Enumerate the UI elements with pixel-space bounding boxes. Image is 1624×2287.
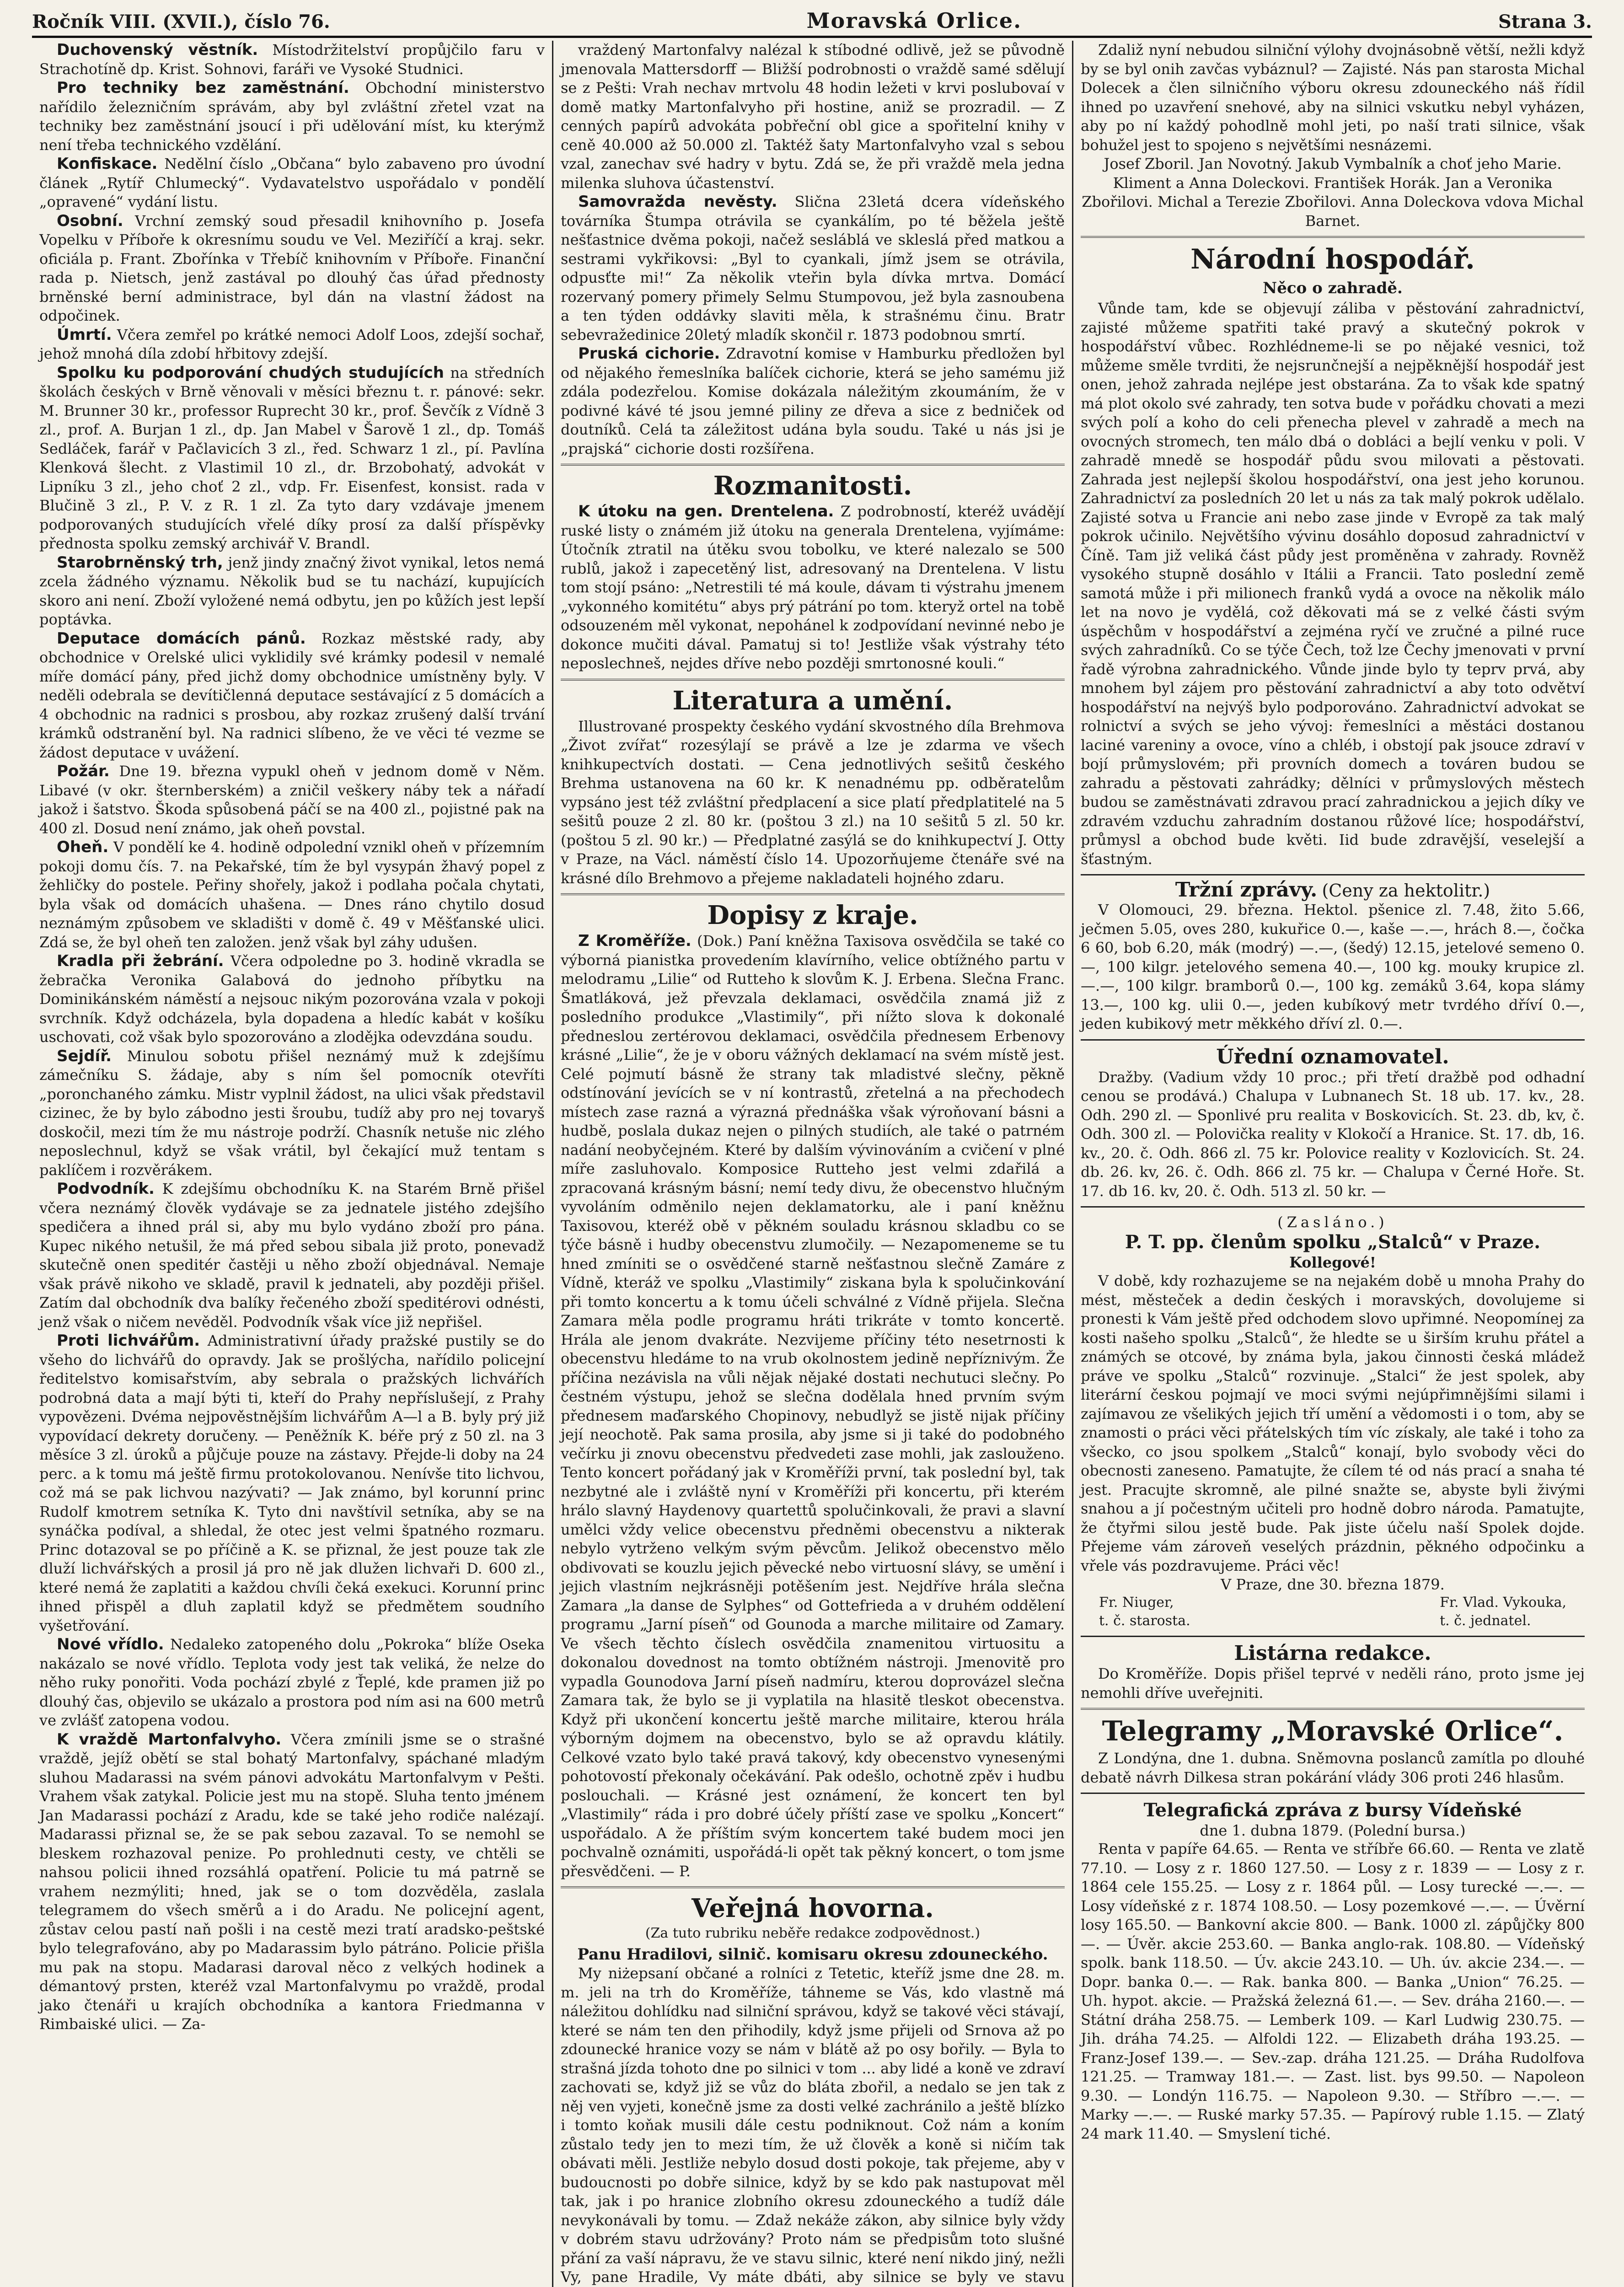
divider [1081, 1206, 1585, 1208]
article-headline: K útoku na gen. Drentelena. [578, 502, 834, 521]
letter-addressee: Panu Hradilovi, silnič. komisaru okresu zdouneckého. [577, 1945, 1048, 1964]
column-1 [32, 41, 552, 2287]
section-title-telegramy: Telegramy „Moravské Orlice“. [1102, 1715, 1564, 1747]
masthead [32, 0, 1592, 38]
news-item [39, 838, 545, 952]
letter-body: My niżepsaní občané a rolníci z Tetetic, kteříž jsme dne 28. m. m. jeli na trh do Kroměříže, táhneme se Vás, kdo vlastně má náležitou dohlídku nad silniční správou, když se takové věci stávají, které se nám ten den přihodily, když jsme přijeli od Srnova až po zdounecké hranice vozy se nám v blátě až po osy bořily. — Byla to strašná jízda tohoto dne po silnici v tom ... aby lidé a koně ve zdraví zachovati se, když již se vůz do bláta zbořil, a nedalo se jen tak z něj ven vyjeti, konečně jsme za dosti velké zachránilo a ještě blízko i tomto koňak musili dále cestu podniknout. Což nám a koním zůstalo tedy jen to mezi tím, že už člověk a koně si ničím tak obávati měli. Jestliže nebylo dosud dosti pokoje, tak přejeme, aby v budoucnosti po dobře silnice, když by se kdo pak nastupovat měl tak, jak i po hranice zlobního okresu zdouneckého a tudíž dále nevykonávali by tomu. — Zdaž nekáže zákon, aby silnice byly vždy v dobrém stavu udržovány? Proto nám se předpisům toto slušné přání za vaší nápravu, že ve stavu silnic, které není nikdo jiný, nežli Vy, pane Hradile, Vy máte dbáti, aby silnice se byly ve stavu [561, 1965, 1065, 2286]
news-body: K zdejšímu obchodníku K. na Starém Brně přišel včera neznámý člověk vydávaje se za jednatele jistého zdejšího spedičera a ihned prál si, aby mu bylo vydáno zboží pro pána. Kupec nikého netušil, že má před sebou sibala již proto, ponevadž skutečně onen speditér častěji u něho zboží objednával. Nemaje však právě nikoho ve skladě, pravil k jednateli, aby později přišel. Zatím dal obchodník dva balíky řečeného zboží speditérovi odnésti, jenž však o ničem nevěděl. Podvodník však více již nepřišel. [39, 1180, 545, 1331]
section-title-narodni: Národní hospodář. [1190, 243, 1475, 275]
news-headline: Spolku ku podporování chudých studujících [57, 363, 444, 382]
news-item [39, 553, 545, 629]
article-zahrada: Vůnde tam, kde se objevují záliba v pěstování zahradnictví, zajisté můžeme spatřiti také pravý a skutečný pokrok v hospodářství vůbec. Rozhlédneme-li se po nějaké vesnici, tož můžeme směle tvrditi, že nejsrunčnejší a nejpěknější hospodář jest onen, jehož zahrada nejlépe jest obstarána. Za to však kde spatný má plot okolo své zahrady, ten sotva bude v pořádku chovati a mezi svých polí a koho do celi přenecha plevel v zahradě a mech na ovocných stromech, ten málo dbá o dobláci a bejlí venku v poli. V zahradě mnedě se hospodář půdu svou milovati a pěstovati. Zahrada jest nejlepší školou hospodářství, ona jest jeho korunou. Zahradnictví za posledních 20 let u nás za tak malý pokrok udělalo. Zajisté sotva u Francie ani nebo zase jinde v Evropě za tak malý pokrok učinilo. Největšího vývinu dosáhlo doposud zahradnictví v Číně. Tam již veliká část půdy jest proměněna v zahrady. Rovněž vysokého stupně dosáhlo v Itálii a Francii. Tato poslední země samotá může i při milionech franků vydá a ovoce na několik málo let na novo je vydělá, což děkovati má se z velké části svým úspěchům v hospodářství a zejména ryčí ve zručné a pilné ruce svých zahradníků. Co se týče Čech, tož lze Čechy jmenovati v první řadě výrobna zahradnického. Vůnde jinde bylo ty teprv prvá, aby mnohem byl zájem pro pěstování zahradnictví a aby toto odvětví hospodářství na nejvýš bylo podporováno. Zahradnictví advokat se rolnictví a svých se jeho vývoj: řemeslníci a městáci dostanou laciné vareniny a ovoce, víno a chléb, i obstojí pak jsouce zdraví v bojí průmyslovém; při provních domech a továren budou se zahradu a pěstovati zahrádky; dělníci v průmyslových městech budou se zaměstnávati zdravou prací zahradnickou a jejich díky ve zdravém vzduchu zahradním dostanou růžové líce; hospodářství, průmysl a obchod bude květi. Iid bude zdravější, veselejší a šťastným. [1081, 300, 1585, 868]
news-headline: Konfiskace. [57, 155, 158, 173]
news-item [39, 212, 545, 326]
signer-role: t. č. starosta. [1099, 1613, 1190, 1629]
article-drentelen [561, 502, 1065, 673]
signer-right [1440, 1594, 1566, 1630]
news-body: Slična 23letá dcera vídeňského továrníka Štumpa otrávila se cyankálím, po té běžela ještě nešťastnice dvěma pokoji, načež sesláblá ve skleslá před matkou a sestrami vykřikovsi: „Byl to cyankali, jímž jsem se otrávila, odpusťte mi!“ Za několik vteřin byla dívka mrtva. Domácí rozervaný pomery přimely Selmu Stumpovou, jež byla zasnoubena a ten týden oddávky slaviti měla, k strašnému činu. Bratr sebevražedinice 20letý mladík skončil r. 1873 podobnou smrtí. [561, 193, 1065, 344]
letter-signatories: Josef Zboril. Jan Novotný. Jakub Vymbalník a choť jeho Marie. Kliment a Anna Doleckovi. František Horák. Jan a Veronika Zbořilovi. Michal a Terezie Zbořilovi. Anna Doleckova vdova Michal Barnet. [1082, 155, 1584, 230]
market-report: V Olomouci, 29. března. Hektol. pšenice zl. 7.48, žito 5.66, ječmen 5.05, oves 280, kukuřice 0.—, kaše —.—, hrách 8.—, čočka 6 60, bob 6.20, mák (modrý) —.—, (šedý) 12.15, jetelové semeno 0.—, 100 kilgr. jetelového semena 40.—, 100 kg. mouky krupice zl. —.—, 100 kilgr. bramborů 0.—, 100 kg. zemáků 3.64, kopa slámy 13.—, 100 kg. ulii 0.—, jeden kubíkový metr tvrdého dříví 0.—, jeden kubikový metr měkkého dříví zl. 0.—. [1081, 901, 1585, 1032]
news-body: Nedaleko zatopeného dolu „Pokroka“ blíže Oseka nakázalo se nové vřídlo. Teplota vody jest tak veliká, že nelze do něho ruky ponořiti. Voda pochází zbylé z Ťeplé, kde pramen již po dlouhý čas, objevilo se ukázalo a prostora pod ním asi na 600 metrů ve zvlášť zatopena vodou. [39, 1636, 545, 1729]
article-continuation: vraždený Martonfalvy nalézal k stíbodné odlivě, jež se původně jmenovala Mattersdorff — Bližší podrobnosti o vraždě samé sdělují se z Pešti: Vrah nechav mrtvolu 48 hodin ležeti v krvi poslubovaí v domě matky Martonfalvyho při hostine, aniž se prozradil. — Z cenných papírů advokáta pobřeční obl gice a spořitelní knihy v ceně 40.000 až 50.000 zl. Taktéž šaty Martonfalvyho vzal s sebou vzal, zanechav své hadry v bytu. Zdá se, že při vraždě mela jedna milenka sluhova účastenství. [561, 41, 1065, 192]
news-body: Nedělní číslo „Občana“ bylo zabaveno pro úvodní článek „Rytíř Chlumecký“. Vydavatelstvo uspořádalo v pondělí „opravené“ vydání listu. [39, 155, 545, 210]
divider [561, 679, 1065, 681]
section-title-hovorna: Veřejná hovorna. [691, 1893, 934, 1923]
news-headline: Požár. [57, 762, 110, 780]
column-2 [552, 41, 1072, 2287]
news-headline: Proti lichvářům. [57, 1331, 200, 1350]
news-headline: Kradla při žebrání. [57, 952, 224, 970]
news-item [39, 629, 545, 762]
signer-left [1099, 1594, 1190, 1630]
divider [561, 893, 1065, 895]
article-literatura: Illustrované prospekty českého vydání skvostného díla Brehmova „Život zvířat“ rozesýlají se právě a lze je zdarma ve všech knihkupectvích dostati. — Cena jednotlivých sešitů českého Brehma ustanovena na 60 kr. K nenadnému pp. odběratelům vypsáno jest též zvláštní předplacení a sice platí předplatitelé na 5 sešitů pouze 2 zl. 80 kr. (poštou 3 zl.) na 10 sešitů 5 zl. 50 kr. (poštou 5 zl. 90 kr.) — Předplatné zasýlá se do knihkupectví J. Otty v Praze, na Václ. náměstí číslo 14. Upozorňujeme čtenáře své na krásné dílo Brehmovo a přejeme nakladateli hojného zdaru. [561, 717, 1065, 887]
news-headline: Pruská cichorie. [578, 344, 720, 363]
zaslano-label: (Zasláno.) [1277, 1213, 1388, 1231]
market-heading [1081, 878, 1585, 902]
columns [32, 41, 1592, 2287]
section-title-rozmanitosti: Rozmanitosti. [713, 471, 912, 501]
news-body: Dne 19. března vypukl oheň v jednom domě v Něm. Libavé (v okr. šternberském) a zničil veškery náby tek a nářadí jakož i šatstvo. Škoda spůsobená páčí se na 400 zl., pojistné pak na 400 zl. Dosud není známo, jak oheň povstal. [39, 762, 545, 837]
news-item [39, 1635, 545, 1730]
news-item [39, 364, 545, 553]
news-headline: Úmrtí. [57, 325, 112, 344]
section-title-literatura: Literatura a umění. [672, 685, 953, 716]
auction-notices: Dražby. (Vadium vždy 10 proc.; při třetí dražbě pod odhadní cenou se prodává.) Chalupa v Lubnanech St. 18 ub. 17. kv., 28. Odh. 290 zl. — Sponlivé pru realita v Boskovicích. St. 23. db, kv, č. Odh. 300 zl. — Polovička reality v Klokočí a Hranice. St. 17. db, 16. kv., 20. č. Odh. 866 zl. 75 kr. Polovice reality v Kozlovicích. St. 24. db. 26. kv, 26. č. Odh. 866 zl. 75 kr. — Chalupa v Černé Hoře. St. 17. db 16. kv, 20. č. Odh. 513 zl. 50 kr. — [1081, 1068, 1585, 1200]
news-item [39, 79, 545, 155]
section-title-trzni: Tržní zprávy. [1175, 878, 1318, 902]
zaslano-place-date: V Praze, dne 30. března 1879. [1221, 1576, 1445, 1593]
news-item [39, 1047, 545, 1180]
news-item [39, 41, 545, 79]
news-headline: Nové vřídlo. [57, 1635, 164, 1654]
article-body: (Dok.) Paní kněžna Taxisova osvědčila se také co výborná pianistka provedením klavírního, velice obtížného partu v melodramu „Lilie“ od Rutteho k slovům K. J. Erbena. Slečna Franc. Šmatláková, jež převzala deklamaci, osvědčila znamá již z posledního produkce „Vlastimily“, při nížto slova k dokonalé předneslou zertérovou deklamaci, osvědčila přednesem Erbenovy krásné „Lilie“, že je v oboru vážných deklamací na svém místě jest. Celé pojmutí básně že strany tak mladistvé slečny, pěkně odstínování jevících se v ní kontrastů, zřetelná a na přechodech místech zase razná a výrazná přednáška však výroňovaní básni a hudbě, poslala dukaz nejen o pilných studiích, ale také o patrném nadání neobyčejném. Které by dalším vývinováním a cvičení v plné míře zasluhovalo. Komposice Rutteho jest velmi zdařilá a zpracovaná krásným básní; nemí tedy divu, že obecenstvo hlučným vyvoláním odměnilo nejen deklamatorku, ale i paní kněžnu Taxisovou, kteréž obě v pěkném souladu krásnou skladbu co se týče básně i hudby obecenstvu zlumočily. — Nezapomeneme se tu hned zmíniti se o osvědčené starně nešťastnou slečně Zamáre z Vídně, kteráž ve spolku „Vlastimily“ ziskana byla k spolučinkování při tomto koncertu a k tomu účeli schválné z Vídně přijela. Slečna Zamara měla podle programu hráti trikráte v tomto koncertě. Hrála ale jenom dvakráte. Nezvijeme příčiny této nesetrnosti k obecenstvu hledáme to na vrub okolnostem jedině nepříznivým. Že příčina nezávisla na vůli nějak nějaké dostati nechutuci slečny. Po čestném výstupu, jehož se slečna dodělala hned prvním svým přednesem maďarského Chopinovy, nebudlyž se jistě nijak příčiny její neochotě. Pak sama prosila, aby jsme si ji také do podobného večírku ji znovu obecenstvu předvedeti zase mohli, jak zaslouženo. Tento koncert pořádaný jak v Kroměříži první, tak poslední byl, tak nezbytné ale i zvláště nyní v Kroměříži při koncertu, při kterém hrálo slavný Haydenovy quartettů spolučinkovali, že pravi a slavní umělci vždy velice obecenstvu předněmi obecenstvu a nikterak nebylo vytrženo velkým svým pěvcům. Jelikož obecenstvo mělo obdivovati se kouzlu jejich pěvecké nebo virtuosní slávy, se umění i jejich vlastním nejkrásněji potěšením jest. Nejdříve hrála slečna Zamara „la danse de Sylphes“ od Gottefrieda a v druhém oddělení programu „Jarní píseň“ od Gounoda a marche militaire od Zamary. Ve všech těchto číslech osvědčila znamenitou virtuositu a dokonalou dovednost na tomto obtížném nástroji. Jmenovitě pro vypadla Gounodova Jarní píseň nadmíru, kterou doprovázel slečna Zamara tak, že bylo se ji vyplatila na hlasitě tleskot obecenstva. Když při ukončení koncertu ještě marche militaire, kterou hrála výborným dojmem na obecenstvo, bylo se až opravdu klátily. Celkové vzato bylo také pravá takový, kdy obecenstvo vynesenými pohotovostí překonaly očekávání. Pak odešlo, ochotně zpěv i hudbu poslouchali. — Krásné jest oznámení, že koncert ten byl „Vlastimily“ ráda i pro dobré účely příští zase ve spolku „Koncert“ uspořádalo. A že příštím svým koncertem také budem moci jen pochvalně oznámiti, uspořádá-li opět tak pěkný koncert, o tom jsme přesvědčeni. — P. [561, 932, 1065, 1880]
news-item [39, 155, 545, 212]
signer-role: t. č. jednatel. [1440, 1613, 1531, 1629]
news-item [39, 1331, 545, 1635]
news-body: V pondělí ke 4. hodině odpolední vznikl oheň v přízemním pokoji domu čís. 7. na Pekařské, tím že byl vysypán žhavý popel z žehličky do postele. Peřiny shořely, jakož i podlaha počala chytati, byla však od domácích uhašena. — Dnes ráno chytilo dosud neznámým způsobem ve skladišti v domě č. 49 v Měšťanské ulici. Zdá se, že byl oheň ten založen. jenž však byl záhy udušen. [39, 838, 545, 951]
news-headline: K vraždě Martonfalvyho. [57, 1730, 282, 1749]
column-3 [1072, 41, 1592, 2287]
news-headline: Sejdíř. [57, 1047, 112, 1065]
listarna-body: Do Kroměříže. Dopis přišel teprvé v neděli ráno, proto jsme jej nemohli dříve uveřejniti. [1081, 1665, 1585, 1702]
divider [561, 1886, 1065, 1888]
news-headline: Pro techniky bez zaměstnání. [57, 79, 349, 97]
news-body: Včera zmínili jsme se o strašné vraždě, jejíž obětí se stal bohatý Martonfalvy, spáchané mladým sluhou Madarassi na svém pánovi advokátu Martonfalvym v Pešti. Vrahem však zatykal. Policie jest mu na stopě. Sluha tento jménem Jan Madarassi pochází z Aradu, kde se také jeho rodiče nalézají. Madarassi přiznal se, že se pak sebou zazaval. To se nemohl se bleskem rozhazoval penize. Po prohlednuti cesty, ve chtěli se nahsou policii ihned rozsáhlá opatření. Policie tu má patrně se vrahem nezmýliti; hned, jak se o tom dozvěděla, zaslala telegramem do všech směrů a i do Aradu. Ne policejní agent, zůstav celou pastí naň pošli i na cestě mezi tratí aradsko-peštské bylo telegrafováno, aby po Madarassim bylo pátráno. Policie přišla mu pak na stopu. Madarasi daroval něco z velkých hodinek a démantový prsten, kteréž vzal Martonfalvymu po vraždě, prodal jako čtenáři u krajích obchodníka a kantora Friedmanna v Rimbaiské ulici. — Za- [39, 1730, 545, 2033]
divider [561, 464, 1065, 466]
divider [1081, 236, 1585, 238]
letter-continuation: Zdaliž nyní nebudou silniční výlohy dvojnásobně větší, nežli když by se byl onih zavčas vybáznul? — Zajisté. Nás pan starosta Michal Dolecek a člen silničního výboru okresu zdouneckého náš řídil ihned po uzavření snehové, aby na silnici vskutku nebyl vyházen, aby po ní každý pohodlně mohl jeti, po naší trati silnice, však bohužel jest to spojeno s největšími nesnázemi. [1081, 41, 1585, 154]
section-title-listarna: Listárna redakce. [1234, 1642, 1431, 1665]
news-item [561, 344, 1065, 458]
column-2-news [561, 193, 1065, 458]
page-number: Strana 3. [1498, 11, 1592, 32]
news-body: na středních školách českých v Brně věnovali v měsíci březnu t. r. pánové: sekr. M. Brunner 30 kr., professor Ruprecht 30 kr., prof. Ševčík z Vídně 3 zl., prof. A. Burjan 1 zl., dp. Jan Mabel v Šarově 1 zl., dp. Tomáš Sedláček, farář v Pačlavicích 3 zl., řed. Schwarz 1 zl., pí. Pavlína Klenková šlecht. z Vlastimil 10 zl., dr. Brzobohatý, advokát v Lipníku 3 zl., jeho choť 2 zl., vdp. Fr. Eisenfest, konsist. rada v Blučině 3 zl., P. V. z R. 1 zl. Za tyto dary vzdávaje jmenem podporovaných studujících vřelé díky prosí za další příspěvky přednosta spolku zemský archivář V. Brandl. [39, 364, 545, 552]
zaslano-title: P. T. pp. členům spolku „Stalců“ v Praze. [1125, 1231, 1541, 1253]
news-headline: Podvodník. [57, 1180, 155, 1198]
news-headline: Duchovenský věstník. [57, 41, 258, 59]
news-body: Obchodní ministerstvo nařídilo železničním správám, aby byl zvláštní zřetel vzat na techniky bez zaměstnání jsoucí i při udělování míst, ku kterýmž není třeba technického vzdělání. [39, 79, 545, 154]
telegram-body: Z Londýna, dne 1. dubna. Sněmovna poslanců zamítla po dlouhé debatě návrh Dilkesa stran pokárání vlády 306 proti 246 hlasům. [1081, 1750, 1585, 1786]
news-body: Rozkaz městské rady, aby obchodnice v Orelské ulici vyklidily své krámky podesil v nemalé míře domácí pány, před jichž domy obchodnice umístněny byly. V neděli odebrala se devítičlenná deputace sestávající z 5 domácích a 4 obchodnic na radnici s prosbou, aby rozkaz zrušený další trvání krámků odstranění byl. Na radnici slíbeno, že ve věci té vezme se žádost deputace v uvážení. [39, 629, 545, 761]
news-item [39, 762, 545, 838]
section-subtitle: Něco o zahradě. [1263, 279, 1403, 297]
news-body: jenž jindy značný život vynikal, letos nemá zcela žádného významu. Několik bud se tu nachází, kupujících skoro ani není. Zboží vyložené nemá odbytu, jen po kůžích jest lepší poptávka. [39, 553, 545, 628]
zaslano-greeting: Kollegové! [1289, 1254, 1376, 1271]
section-title-bursa: Telegrafická zpráva z bursy Vídeňské [1143, 1799, 1522, 1821]
divider [1081, 1636, 1585, 1637]
news-headline: Samovražda nevěsty. [578, 193, 777, 211]
news-headline: Oheň. [57, 838, 109, 856]
divider [1081, 1793, 1585, 1794]
bursa-date: dne 1. dubna 1879. (Polední bursa.) [1200, 1822, 1466, 1839]
news-item [39, 326, 545, 364]
bursa-quotes: Renta v papíře 64.65. — Renta ve stříbře 66.60. — Renta ve zlatě 77.10. — Losy z r. 1860 127.50. — Losy z r. 1839 — — Losy z r. 1864 cele 155.25. — Losy z r. 1864 půl. — Losy turecké —.—. — Losy vídeňské z r. 1874 108.50. — Losy pozemkové —.—. — Úvěrní losy 165.50. — Bankovní akcie 800. — Bank. 1000 zl. zápůjčky 800 —. — Úvěr. akcie 253.60. — Banka anglo-rak. 108.80. — Vídeňský spolk. bank 118.50. — Úv. akcie 243.10. — Uh. úv. akcie 234.—. — Dopr. banka 0.—. — Rak. banka 800. — Banka „Union“ 76.25. — Uh. hypot. akcie. — Pražská železná 61.—. — Sev. dráha 2160.—. — Státní dráha 258.75. — Lemberk 109. — Karl Ludwig 230.75. — Jih. dráha 74.25. — Alfoldi 122. — Elizabeth dráha 193.25. — Franz-Josef 139.—. — Sev.-zap. dráha 121.25. — Dráha Rudolfova 121.25. — Tramway 181.—. — Zast. list. bys 99.50. — Napoleon 9.30. — Londýn 116.75. — Napoleon 9.30. — Stříbro —.—. — Marky —.—. — Ruské marky 57.35. — Papírový ruble 1.15. — Zlatý 24 mark 11.40. — Smyslení tiché. [1081, 1840, 1585, 2142]
news-headline: Deputace domácích pánů. [57, 629, 306, 648]
news-body: Včera zemřel po krátké nemoci Adolf Loos, zdejší sochař, jehož mnohá díla zdobí hřbitovy zdejší. [39, 326, 545, 362]
news-headline: Osobní. [57, 211, 123, 230]
zaslano-body: V době, kdy rozhazujeme se na nejakém době u mnoha Prahy do mést, městeček a dedin českých i moravských, dovolujeme si pronesti k Vám ještě před odchodem slovo upřimné. Neopomínej za kosti našeho spolku „Stalců“, že hledte se u širším kruhu přátel a známých se otcové, by známa byla, jakou činnosti česká mládež práve ve spolku „Stalců“ rozvinuje. „Stalci“ že jest spolek, aby literární českou pojmají ve moci svými nejúpřimnějšími silami i zajímavou ze všelikých jejich tří umění a vědomosti i o tom, aby se znamosti o práci věci přátelských tím víc získaly, ale také i toho za všecko, co jsou spolkem „Stalců“ konají, bylo svobody věci do obecnosti zaneseno. Pamatujte, že cílem té od nás prací a snaha té jest. Pracujte skromně, ale pilné snažte se, abyste byli živými snahou a jí počestným učiteli pro hodně dobro národa. Pamatujte, že čtyřmi silou jestě bude. Pak jiste účelu naší Spolek dojde. Přejeme vám zároveň veselých prázdnin, pěkného odpočinku a vřele vás pozdravujeme. Práci věc! [1081, 1272, 1585, 1574]
news-body: Včera odpoledne po 3. hodině vkradla se žebračka Veronika Galabová do jednoho příbytku na Dominikánském náměstí a nejsouc nikým pozorována vzala v pokoji svrchník. Když odcházela, byla dopadena a hledíc kabát v košíku uschovati, což však bylo spozorováno a zlodějka odevzdána soudu. [39, 952, 545, 1046]
news-body: Zdravotní komise v Hamburku předložen byl od nějakého řemeslníka balíček cichorie, která se jeho samému již zdála podezřelou. Komise dokázala náležitým zkoumáním, že v podivné kávé té jsou jemné piliny ze dřeva a sice z bedniček od doutníků. Celá ta záležitost udána byla soudu. Také u nás jsi je „prajská“ cichorie dosti rozšířena. [561, 345, 1065, 457]
article-headline: Z Kroměříže. [578, 932, 691, 950]
news-body: Vrchní zemský soud přesadil knihovního p. Josefa Vopelku v Příboře k okresnímu soudu ve Vel. Meziříčí a kraj. sekr. oficiála p. Frant. Zbořínka v Třebíč knihovním v Příboře. Finanční rada p. Nietsch, jenž zastával po dlouhý čas úřad přednosty brněnské berní administrace, byl dán na vlastní žádost na odpočinek. [39, 212, 545, 324]
news-headline: Starobrněnský trh, [57, 553, 223, 572]
news-body: Minulou sobotu přišel neznámý muž k zdejšímu zámečníku S. žádaje, aby s ním šel pomocník otevříti „poronchaného zámku. Mistr vyplnil žádost, na ulici však představil cizinec, že by bylo zábodno jesti šroubu, tudíž aby pro nej tovaryš doskočil, mezi tím že mu nástroje podrží. Chasník netuše nic zlého neposlechnul, když se však vrátil, byl čekající muž tentam s paklíčem i rozvěrákem. [39, 1047, 545, 1179]
news-body: Administrativní úřady pražské pustily se do všeho do lichvářů do opravdy. Jak se prošlýcha, nařídilo policejní ředitelstvo komisařstvím, aby sebrala o pražských lichvářích podrobná data a mají býti ti, kteří do Prahy nepříslušejí, z Prahy vypovězeni. Dvéma nejpověstnějším lichvářům A—l a B. byly prý již vypovídací dekrety doručeny. — Peněžník K. béře prý z 50 zl. na 3 měsíce 3 zl. úroků a půjčuje pouze na zástavy. Přejde-li doby na 24 perc. a k tomu má ještě firmu protokolovanou. Nenívše tito lichvou, což má se pak lichvou nazývati? — Jak známo, byl korunní princ Rudolf kmotrem setníka K. Tyto dni navštívil setníka, aby se na synáčka podíval, a shledal, že otec jest velmi špatného rozmaru. Princ dotazoval se po příčině a K. se přiznal, že jest pouze tak zle dluží lichvářských a prosil já pro ně jak dlužen lichvaři D. 600 zl., které nemá že zaplatiti a každou chvíli čeká exekuci. Korunní princ ihned přispěl a dluh zaplatil když se předmětem soudního vyšetřování. [39, 1332, 545, 1634]
section-title-urad: Úřední oznamovatel. [1216, 1045, 1449, 1068]
news-item [39, 952, 545, 1047]
divider [1081, 1039, 1585, 1041]
article-kromeriz [561, 932, 1065, 1881]
signer-name: Fr. Vlad. Vykouka, [1440, 1594, 1566, 1611]
signatures [1081, 1594, 1585, 1630]
newspaper-title: Moravská Orlice. [806, 8, 1022, 33]
section-subtitle: (Za tuto rubriku neběře redakce zodpovědnost.) [645, 1925, 981, 1941]
section-title-dopisy: Dopisy z kraje. [707, 900, 918, 930]
issue-number: Ročník VIII. (XVII.), číslo 76. [32, 11, 330, 32]
divider [1081, 1708, 1585, 1710]
news-item [39, 1180, 545, 1331]
news-body: Místodržitelství propůjčilo faru v Strachotíně dp. Krist. Sohnovi, faráři ve Vysoké Studnici. [39, 41, 545, 78]
divider [1081, 874, 1585, 875]
news-item [561, 193, 1065, 344]
section-subtitle: (Ceny za hektolitr.) [1322, 880, 1490, 901]
signer-name: Fr. Niuger, [1099, 1594, 1174, 1611]
article-body: Z podrobností, kteréž uvádějí ruské listy o známém již útoku na generala Drentelena, vyjímáme: Útočník ztratil na útěku svou tobolku, ve které nalezalo se 500 rublů, jakož i zapecetěný list, adresovaný na Drentelena. V listu tom stojí psáno: „Netrestili té má koule, dávam ti výstrahu jmenem „vykonného komitétu“ abys prý pátrání po tom. kteryž ortel na tobě odsouzeném měl vykonat, nepohánel k zodpovídaní nevinné nebo je dokonce mučiti dával. Pamatuj si to! Jestliže však výstrahy této neposlechneš, nejdes dříve nebo později smrtonosné kouli.“ [561, 503, 1065, 672]
news-item [39, 1730, 545, 2034]
